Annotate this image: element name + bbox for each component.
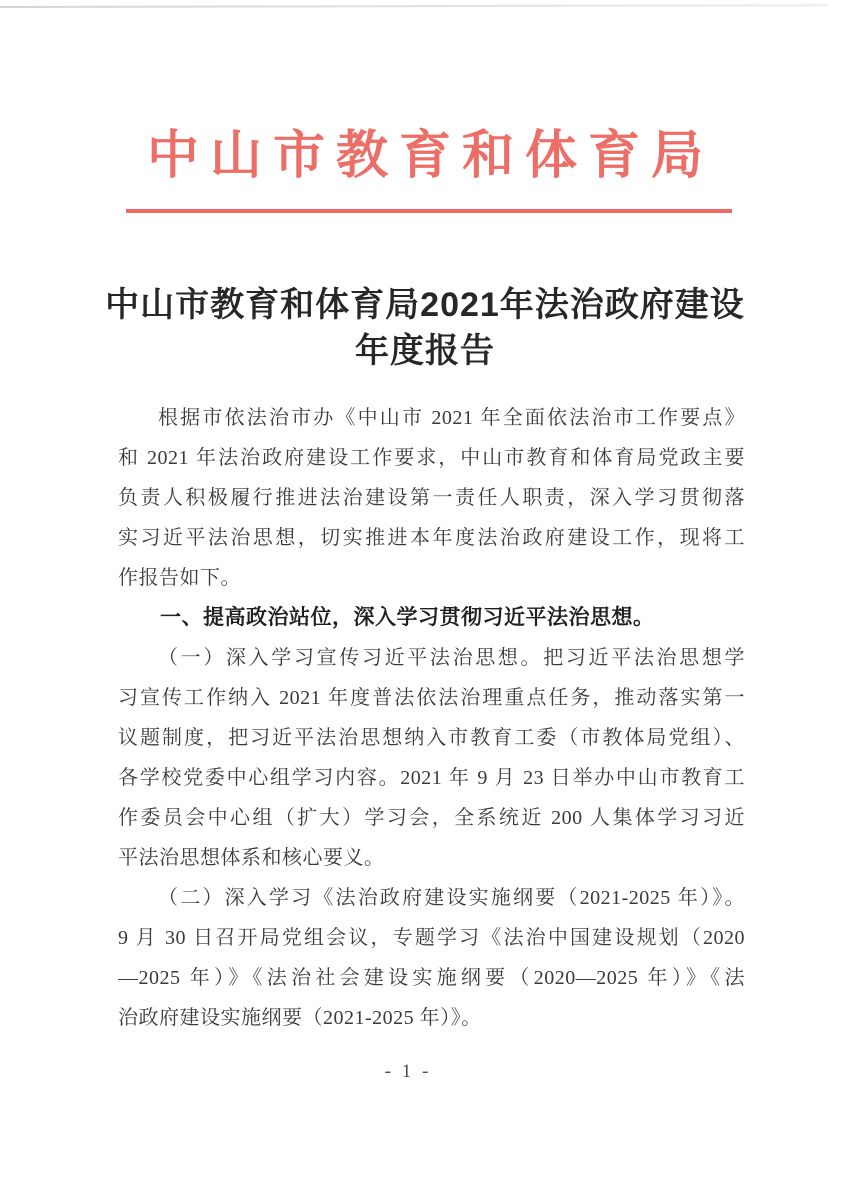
body-line: —2025 年）》《法治社会建设实施纲要（2020—2025 年）》《法 bbox=[118, 967, 745, 989]
letterhead-org-name: 中山市教育和体育局 bbox=[146, 128, 714, 185]
section-heading-1: 一、提高政治站位，深入学习贯彻习近平法治思想。 bbox=[160, 606, 655, 629]
body-line: 作报告如下。 bbox=[118, 567, 241, 589]
document-title-line2: 年度报告 bbox=[355, 332, 495, 370]
document-body bbox=[118, 398, 745, 1038]
body-line: 平法治思想体系和核心要义。 bbox=[118, 847, 385, 869]
document-title bbox=[60, 282, 790, 374]
body-line: （二）深入学习《法治政府建设实施纲要（2021-2025 年）》。 bbox=[158, 887, 745, 909]
body-line: 和 2021 年法治政府建设工作要求，中山市教育和体育局党政主要 bbox=[118, 447, 745, 469]
body-line: （一）深入学习宣传习近平法治思想。把习近平法治思想学 bbox=[158, 647, 745, 669]
body-line: 实习近平法治思想，切实推进本年度法治政府建设工作，现将工 bbox=[118, 527, 745, 549]
body-line: 议题制度，把习近平法治思想纳入市教育工委（市教体局党组）、 bbox=[118, 727, 745, 749]
body-line: 习宣传工作纳入 2021 年度普法依法治理重点任务，推动落实第一 bbox=[118, 687, 745, 709]
document-title-line1: 中山市教育和体育局2021年法治政府建设 bbox=[105, 286, 745, 324]
letterhead-divider-rule bbox=[126, 209, 732, 213]
body-line: 各学校党委中心组学习内容。2021 年 9 月 23 日举办中山市教育工 bbox=[118, 767, 745, 789]
body-line: 治政府建设实施纲要（2021-2025 年）》。 bbox=[118, 1007, 482, 1029]
body-line: 作委员会中心组（扩大）学习会，全系统近 200 人集体学习习近 bbox=[118, 807, 745, 829]
body-line: 负责人积极履行推进法治建设第一责任人职责，深入学习贯彻落 bbox=[118, 487, 745, 509]
page-number: - 1 - bbox=[384, 1061, 432, 1082]
body-line: 9 月 30 日召开局党组会议，专题学习《法治中国建设规划（2020 bbox=[118, 927, 745, 949]
body-line: 根据市依法治市办《中山市 2021 年全面依法治市工作要点》 bbox=[158, 407, 745, 429]
scan-edge-artifact bbox=[0, 4, 828, 8]
